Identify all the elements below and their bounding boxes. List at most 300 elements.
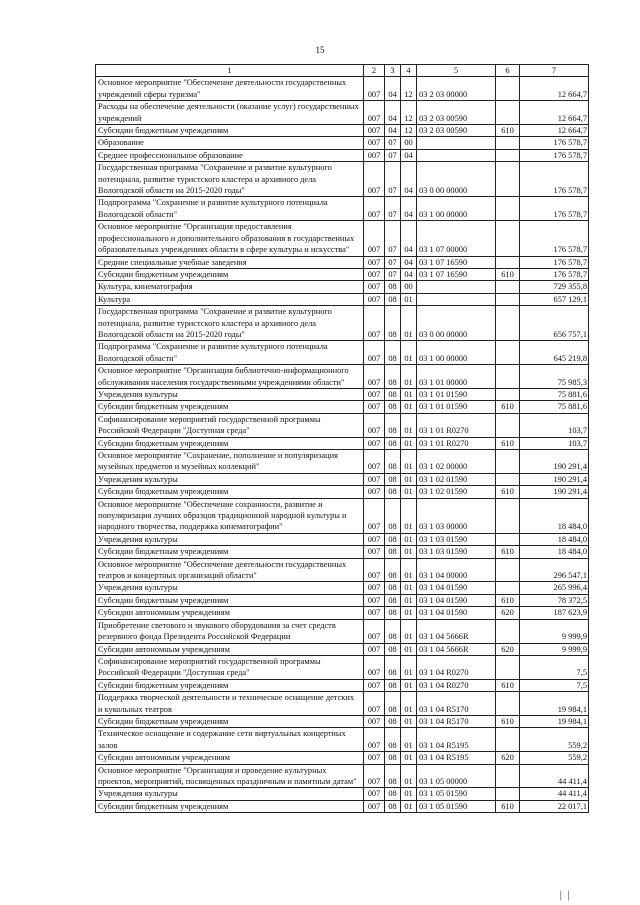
row-target-article: 03 1 04 R0270 bbox=[417, 679, 496, 691]
row-target-article: 03 1 00 00000 bbox=[417, 341, 496, 365]
row-section-code: 08 bbox=[385, 281, 401, 293]
row-section-code: 08 bbox=[385, 401, 401, 413]
row-name: Основное мероприятие "Обеспечение деятельности государственных театров и концертных организаций области" bbox=[96, 558, 364, 582]
row-expense-type bbox=[496, 149, 520, 161]
row-name: Культура bbox=[96, 293, 364, 305]
row-amount: 176 578,7 bbox=[520, 137, 589, 149]
row-amount: 75 881,6 bbox=[520, 388, 589, 400]
row-section-code: 08 bbox=[385, 498, 401, 533]
row-amount: 176 578,7 bbox=[520, 256, 589, 268]
row-name: Субсидии автономным учреждениям bbox=[96, 752, 364, 764]
row-department-code: 007 bbox=[364, 473, 385, 485]
row-expense-type bbox=[496, 341, 520, 365]
row-subsection-code: 04 bbox=[401, 197, 417, 221]
row-amount: 12 664,7 bbox=[520, 77, 589, 101]
row-name: Субсидии бюджетным учреждениям bbox=[96, 679, 364, 691]
table-header-row bbox=[96, 65, 589, 77]
table-row bbox=[96, 594, 589, 606]
row-expense-type bbox=[496, 293, 520, 305]
table-row bbox=[96, 788, 589, 800]
row-section-code: 08 bbox=[385, 715, 401, 727]
row-name: Образование bbox=[96, 137, 364, 149]
row-amount: 176 578,7 bbox=[520, 197, 589, 221]
table-row bbox=[96, 715, 589, 727]
row-target-article: 03 1 02 01590 bbox=[417, 486, 496, 498]
row-subsection-code: 01 bbox=[401, 365, 417, 389]
row-department-code: 007 bbox=[364, 788, 385, 800]
table-row bbox=[96, 546, 589, 558]
table-row bbox=[96, 728, 589, 752]
row-subsection-code: 01 bbox=[401, 546, 417, 558]
row-target-article: 03 1 07 16590 bbox=[417, 256, 496, 268]
row-name: Среднее профессиональное образование bbox=[96, 149, 364, 161]
row-subsection-code: 01 bbox=[401, 692, 417, 716]
row-expense-type: 620 bbox=[496, 752, 520, 764]
row-expense-type: 610 bbox=[496, 800, 520, 812]
row-department-code: 007 bbox=[364, 125, 385, 137]
row-department-code: 007 bbox=[364, 728, 385, 752]
row-expense-type bbox=[496, 619, 520, 643]
row-subsection-code: 01 bbox=[401, 800, 417, 812]
row-amount: 18 484,0 bbox=[520, 533, 589, 545]
row-target-article: 03 1 04 R5170 bbox=[417, 715, 496, 727]
row-name: Субсидии бюджетным учреждениям bbox=[96, 437, 364, 449]
row-subsection-code: 04 bbox=[401, 162, 417, 197]
row-target-article: 03 0 00 00000 bbox=[417, 162, 496, 197]
row-subsection-code: 01 bbox=[401, 450, 417, 474]
row-expense-type bbox=[496, 533, 520, 545]
row-target-article: 03 2 03 00590 bbox=[417, 101, 496, 125]
table-row bbox=[96, 498, 589, 533]
table-row bbox=[96, 643, 589, 655]
row-section-code: 07 bbox=[385, 268, 401, 280]
row-expense-type: 610 bbox=[496, 546, 520, 558]
row-subsection-code: 00 bbox=[401, 281, 417, 293]
row-expense-type: 610 bbox=[496, 679, 520, 691]
table-row bbox=[96, 149, 589, 161]
row-section-code: 04 bbox=[385, 125, 401, 137]
table-row bbox=[96, 413, 589, 437]
row-department-code: 007 bbox=[364, 137, 385, 149]
row-name: Учреждения культуры bbox=[96, 388, 364, 400]
row-subsection-code: 12 bbox=[401, 77, 417, 101]
row-target-article: 03 1 04 R5195 bbox=[417, 728, 496, 752]
row-subsection-code: 01 bbox=[401, 594, 417, 606]
row-section-code: 08 bbox=[385, 679, 401, 691]
row-amount: 7,5 bbox=[520, 679, 589, 691]
table-row bbox=[96, 533, 589, 545]
table-row bbox=[96, 137, 589, 149]
row-expense-type bbox=[496, 162, 520, 197]
table-row bbox=[96, 256, 589, 268]
row-expense-type bbox=[496, 365, 520, 389]
row-subsection-code: 01 bbox=[401, 388, 417, 400]
row-name: Учреждения культуры bbox=[96, 533, 364, 545]
row-section-code: 07 bbox=[385, 256, 401, 268]
row-department-code: 007 bbox=[364, 643, 385, 655]
table-row bbox=[96, 365, 589, 389]
row-section-code: 04 bbox=[385, 101, 401, 125]
row-expense-type bbox=[496, 388, 520, 400]
row-expense-type bbox=[496, 77, 520, 101]
row-expense-type bbox=[496, 764, 520, 788]
row-section-code: 08 bbox=[385, 413, 401, 437]
table-row bbox=[96, 77, 589, 101]
row-subsection-code: 01 bbox=[401, 655, 417, 679]
row-target-article: 03 1 05 01590 bbox=[417, 800, 496, 812]
row-department-code: 007 bbox=[364, 365, 385, 389]
row-department-code: 007 bbox=[364, 533, 385, 545]
table-row bbox=[96, 221, 589, 256]
row-section-code: 08 bbox=[385, 306, 401, 341]
row-subsection-code: 01 bbox=[401, 293, 417, 305]
table-row bbox=[96, 162, 589, 197]
row-department-code: 007 bbox=[364, 619, 385, 643]
row-subsection-code: 01 bbox=[401, 401, 417, 413]
row-target-article: 03 1 05 01590 bbox=[417, 788, 496, 800]
row-name: Субсидии бюджетным учреждениям bbox=[96, 401, 364, 413]
row-section-code: 08 bbox=[385, 388, 401, 400]
row-expense-type: 610 bbox=[496, 401, 520, 413]
row-amount: 265 996,4 bbox=[520, 582, 589, 594]
row-subsection-code: 01 bbox=[401, 752, 417, 764]
row-name: Субсидии бюджетным учреждениям bbox=[96, 546, 364, 558]
row-expense-type: 610 bbox=[496, 486, 520, 498]
row-target-article: 03 1 07 00000 bbox=[417, 221, 496, 256]
row-subsection-code: 01 bbox=[401, 473, 417, 485]
row-name: Субсидии бюджетным учреждениям bbox=[96, 268, 364, 280]
row-section-code: 08 bbox=[385, 764, 401, 788]
row-target-article: 03 1 04 00000 bbox=[417, 558, 496, 582]
scan-edge-marks: │ │ bbox=[558, 891, 572, 900]
row-amount: 44 411,4 bbox=[520, 788, 589, 800]
row-expense-type: 610 bbox=[496, 268, 520, 280]
table-row bbox=[96, 450, 589, 474]
row-expense-type: 610 bbox=[496, 437, 520, 449]
row-target-article: 03 1 01 R0270 bbox=[417, 413, 496, 437]
row-subsection-code: 04 bbox=[401, 149, 417, 161]
row-expense-type: 610 bbox=[496, 125, 520, 137]
row-department-code: 007 bbox=[364, 594, 385, 606]
row-department-code: 007 bbox=[364, 486, 385, 498]
row-name: Софинансирование мероприятий государственной программы Российской Федерации "Доступная среда" bbox=[96, 413, 364, 437]
row-name: Учреждения культуры bbox=[96, 473, 364, 485]
row-expense-type bbox=[496, 256, 520, 268]
row-name: Подпрограмма "Сохранение и развитие культурного потенциала Вологодской области" bbox=[96, 341, 364, 365]
row-section-code: 08 bbox=[385, 788, 401, 800]
table-row bbox=[96, 293, 589, 305]
row-expense-type bbox=[496, 413, 520, 437]
row-section-code: 08 bbox=[385, 486, 401, 498]
table-row bbox=[96, 764, 589, 788]
row-department-code: 007 bbox=[364, 546, 385, 558]
row-department-code: 007 bbox=[364, 498, 385, 533]
row-department-code: 007 bbox=[364, 401, 385, 413]
row-amount: 190 291,4 bbox=[520, 473, 589, 485]
row-expense-type bbox=[496, 221, 520, 256]
row-section-code: 08 bbox=[385, 450, 401, 474]
table-row bbox=[96, 558, 589, 582]
row-name: Приобретение светового и звукового оборудования за счет средств резервного фонда Президента Российской Федерации bbox=[96, 619, 364, 643]
row-name: Основное мероприятие "Организация библиотечно-информационного обслуживания населения государственными учреждениями области" bbox=[96, 365, 364, 389]
row-department-code: 007 bbox=[364, 752, 385, 764]
row-expense-type bbox=[496, 498, 520, 533]
row-name: Основное мероприятие "Организация и проведение культурных проектов, мероприятий, посвященных праздничным и памятным датам" bbox=[96, 764, 364, 788]
row-subsection-code: 12 bbox=[401, 125, 417, 137]
row-name: Субсидии бюджетным учреждениям bbox=[96, 125, 364, 137]
row-target-article bbox=[417, 293, 496, 305]
table-row bbox=[96, 692, 589, 716]
row-section-code: 08 bbox=[385, 473, 401, 485]
header-cell-subsection: 4 bbox=[401, 65, 417, 77]
table-body bbox=[96, 65, 589, 813]
row-amount: 645 219,8 bbox=[520, 341, 589, 365]
row-department-code: 007 bbox=[364, 268, 385, 280]
row-expense-type: 610 bbox=[496, 594, 520, 606]
header-cell-department: 2 bbox=[364, 65, 385, 77]
row-amount: 559,2 bbox=[520, 728, 589, 752]
row-department-code: 007 bbox=[364, 607, 385, 619]
table-row bbox=[96, 679, 589, 691]
row-target-article: 03 2 03 00590 bbox=[417, 125, 496, 137]
row-name: Учреждения культуры bbox=[96, 788, 364, 800]
row-target-article: 03 1 04 01590 bbox=[417, 582, 496, 594]
row-amount: 176 578,7 bbox=[520, 162, 589, 197]
row-subsection-code: 01 bbox=[401, 498, 417, 533]
row-department-code: 007 bbox=[364, 437, 385, 449]
row-target-article: 03 1 04 01590 bbox=[417, 594, 496, 606]
row-subsection-code: 01 bbox=[401, 558, 417, 582]
row-section-code: 04 bbox=[385, 77, 401, 101]
row-section-code: 08 bbox=[385, 341, 401, 365]
row-target-article: 03 0 00 00000 bbox=[417, 306, 496, 341]
row-amount: 190 291,4 bbox=[520, 450, 589, 474]
row-section-code: 08 bbox=[385, 365, 401, 389]
header-cell-target-article: 5 bbox=[417, 65, 496, 77]
row-amount: 296 547,1 bbox=[520, 558, 589, 582]
row-department-code: 007 bbox=[364, 558, 385, 582]
row-target-article: 03 1 03 01590 bbox=[417, 533, 496, 545]
row-amount: 18 484,0 bbox=[520, 546, 589, 558]
row-department-code: 007 bbox=[364, 679, 385, 691]
row-department-code: 007 bbox=[364, 281, 385, 293]
row-expense-type bbox=[496, 655, 520, 679]
row-expense-type bbox=[496, 137, 520, 149]
row-subsection-code: 12 bbox=[401, 101, 417, 125]
table-row bbox=[96, 619, 589, 643]
row-subsection-code: 01 bbox=[401, 437, 417, 449]
row-department-code: 007 bbox=[364, 655, 385, 679]
row-subsection-code: 04 bbox=[401, 221, 417, 256]
row-department-code: 007 bbox=[364, 256, 385, 268]
row-section-code: 07 bbox=[385, 221, 401, 256]
row-target-article: 03 1 04 R5170 bbox=[417, 692, 496, 716]
row-target-article: 03 2 03 00000 bbox=[417, 77, 496, 101]
row-subsection-code: 01 bbox=[401, 728, 417, 752]
row-amount: 656 757,1 bbox=[520, 306, 589, 341]
row-name: Основное мероприятие "Обеспечение деятельности государственных учреждений сферы туризма" bbox=[96, 77, 364, 101]
row-expense-type: 620 bbox=[496, 643, 520, 655]
page-number: 15 bbox=[315, 45, 325, 55]
row-amount: 190 291,4 bbox=[520, 486, 589, 498]
row-amount: 103,7 bbox=[520, 437, 589, 449]
row-expense-type: 620 bbox=[496, 607, 520, 619]
row-subsection-code: 01 bbox=[401, 341, 417, 365]
row-expense-type bbox=[496, 728, 520, 752]
row-amount: 12 664,7 bbox=[520, 101, 589, 125]
row-amount: 9 999,9 bbox=[520, 643, 589, 655]
row-section-code: 08 bbox=[385, 655, 401, 679]
header-cell-name: 1 bbox=[96, 65, 364, 77]
row-department-code: 007 bbox=[364, 715, 385, 727]
row-expense-type bbox=[496, 473, 520, 485]
row-name: Основное мероприятие "Организация предоставления профессионального и дополнительного образования в государственных образовательных учреждениях области в сфере культуры и искусства" bbox=[96, 221, 364, 256]
row-expense-type: 610 bbox=[496, 715, 520, 727]
table-row bbox=[96, 800, 589, 812]
row-expense-type bbox=[496, 582, 520, 594]
row-section-code: 07 bbox=[385, 137, 401, 149]
row-section-code: 08 bbox=[385, 619, 401, 643]
row-name: Государственная программа "Сохранение и развитие культурного потенциала, развитие туристского кластера и архивного дела Вологодской области на 2015-2020 годы" bbox=[96, 162, 364, 197]
budget-table bbox=[95, 64, 589, 813]
row-target-article: 03 1 03 00000 bbox=[417, 498, 496, 533]
row-expense-type bbox=[496, 788, 520, 800]
row-department-code: 007 bbox=[364, 101, 385, 125]
row-subsection-code: 01 bbox=[401, 715, 417, 727]
table-row bbox=[96, 306, 589, 341]
row-target-article bbox=[417, 137, 496, 149]
row-amount: 19 984,1 bbox=[520, 715, 589, 727]
row-department-code: 007 bbox=[364, 692, 385, 716]
row-subsection-code: 01 bbox=[401, 306, 417, 341]
row-department-code: 007 bbox=[364, 77, 385, 101]
row-target-article: 03 1 05 00000 bbox=[417, 764, 496, 788]
row-target-article bbox=[417, 281, 496, 293]
row-department-code: 007 bbox=[364, 162, 385, 197]
row-name: Учреждения культуры bbox=[96, 582, 364, 594]
row-target-article: 03 1 04 01590 bbox=[417, 607, 496, 619]
row-section-code: 08 bbox=[385, 582, 401, 594]
row-target-article: 03 1 04 5666R bbox=[417, 643, 496, 655]
row-amount: 7,5 bbox=[520, 655, 589, 679]
row-amount: 176 578,7 bbox=[520, 149, 589, 161]
row-section-code: 07 bbox=[385, 149, 401, 161]
table-row bbox=[96, 388, 589, 400]
row-department-code: 007 bbox=[364, 149, 385, 161]
table-row bbox=[96, 341, 589, 365]
row-department-code: 007 bbox=[364, 800, 385, 812]
header-cell-amount: 7 bbox=[520, 65, 589, 77]
row-expense-type bbox=[496, 692, 520, 716]
table-row bbox=[96, 268, 589, 280]
row-target-article: 03 1 02 00000 bbox=[417, 450, 496, 474]
row-department-code: 007 bbox=[364, 450, 385, 474]
row-name: Государственная программа "Сохранение и развитие культурного потенциала, развитие туристского кластера и архивного дела Вологодской области на 2015-2020 годы" bbox=[96, 306, 364, 341]
row-subsection-code: 04 bbox=[401, 256, 417, 268]
row-name: Субсидии бюджетным учреждениям bbox=[96, 594, 364, 606]
row-department-code: 007 bbox=[364, 388, 385, 400]
row-expense-type bbox=[496, 450, 520, 474]
row-subsection-code: 01 bbox=[401, 607, 417, 619]
row-name: Субсидии бюджетным учреждениям bbox=[96, 486, 364, 498]
row-department-code: 007 bbox=[364, 197, 385, 221]
row-amount: 19 984,1 bbox=[520, 692, 589, 716]
row-target-article: 03 1 01 R0270 bbox=[417, 437, 496, 449]
row-amount: 729 355,8 bbox=[520, 281, 589, 293]
row-section-code: 08 bbox=[385, 607, 401, 619]
row-section-code: 07 bbox=[385, 197, 401, 221]
row-name: Основное мероприятие "Обеспечение сохранности, развитие и популяризация лучших образцов традиционной народной культуры и народного творчества, поддержка кинематографии" bbox=[96, 498, 364, 533]
row-subsection-code: 01 bbox=[401, 643, 417, 655]
row-target-article: 03 1 04 R5195 bbox=[417, 752, 496, 764]
row-subsection-code: 01 bbox=[401, 533, 417, 545]
row-expense-type bbox=[496, 281, 520, 293]
row-name: Софинансирование мероприятий государственной программы Российской Федерации "Доступная среда" bbox=[96, 655, 364, 679]
table-row bbox=[96, 437, 589, 449]
row-subsection-code: 01 bbox=[401, 486, 417, 498]
row-subsection-code: 04 bbox=[401, 268, 417, 280]
header-cell-section: 3 bbox=[385, 65, 401, 77]
row-section-code: 07 bbox=[385, 162, 401, 197]
row-name: Субсидии бюджетным учреждениям bbox=[96, 800, 364, 812]
row-amount: 75 985,3 bbox=[520, 365, 589, 389]
row-amount: 44 411,4 bbox=[520, 764, 589, 788]
row-name: Культура, кинематография bbox=[96, 281, 364, 293]
table-row bbox=[96, 486, 589, 498]
row-amount: 176 578,7 bbox=[520, 221, 589, 256]
row-expense-type bbox=[496, 197, 520, 221]
row-amount: 75 881,6 bbox=[520, 401, 589, 413]
row-target-article: 03 1 01 01590 bbox=[417, 401, 496, 413]
row-subsection-code: 01 bbox=[401, 413, 417, 437]
row-name: Средние специальные учебные заведения bbox=[96, 256, 364, 268]
row-expense-type bbox=[496, 306, 520, 341]
table-row bbox=[96, 125, 589, 137]
row-target-article: 03 1 03 01590 bbox=[417, 546, 496, 558]
row-section-code: 08 bbox=[385, 643, 401, 655]
row-subsection-code: 01 bbox=[401, 764, 417, 788]
row-section-code: 08 bbox=[385, 558, 401, 582]
table-row bbox=[96, 655, 589, 679]
row-target-article: 03 1 02 01590 bbox=[417, 473, 496, 485]
row-target-article: 03 1 04 R0270 bbox=[417, 655, 496, 679]
table-row bbox=[96, 401, 589, 413]
row-amount: 559,2 bbox=[520, 752, 589, 764]
row-subsection-code: 00 bbox=[401, 137, 417, 149]
row-name: Поддержка творческой деятельности и техническое оснащение детских и кукольных театров bbox=[96, 692, 364, 716]
row-name: Расходы на обеспечение деятельности (оказание услуг) государственных учреждений bbox=[96, 101, 364, 125]
row-department-code: 007 bbox=[364, 413, 385, 437]
row-name: Субсидии бюджетным учреждениям bbox=[96, 715, 364, 727]
row-amount: 18 484,0 bbox=[520, 498, 589, 533]
row-department-code: 007 bbox=[364, 306, 385, 341]
row-target-article: 03 1 00 00000 bbox=[417, 197, 496, 221]
row-target-article: 03 1 07 16590 bbox=[417, 268, 496, 280]
row-expense-type bbox=[496, 558, 520, 582]
row-section-code: 08 bbox=[385, 594, 401, 606]
table-row bbox=[96, 197, 589, 221]
row-amount: 103,7 bbox=[520, 413, 589, 437]
row-expense-type bbox=[496, 101, 520, 125]
row-amount: 657 129,1 bbox=[520, 293, 589, 305]
row-section-code: 08 bbox=[385, 800, 401, 812]
header-cell-expense-type: 6 bbox=[496, 65, 520, 77]
row-name: Субсидии автономным учреждениям bbox=[96, 607, 364, 619]
row-section-code: 08 bbox=[385, 752, 401, 764]
row-section-code: 08 bbox=[385, 533, 401, 545]
table-row bbox=[96, 607, 589, 619]
row-amount: 9 999,9 bbox=[520, 619, 589, 643]
